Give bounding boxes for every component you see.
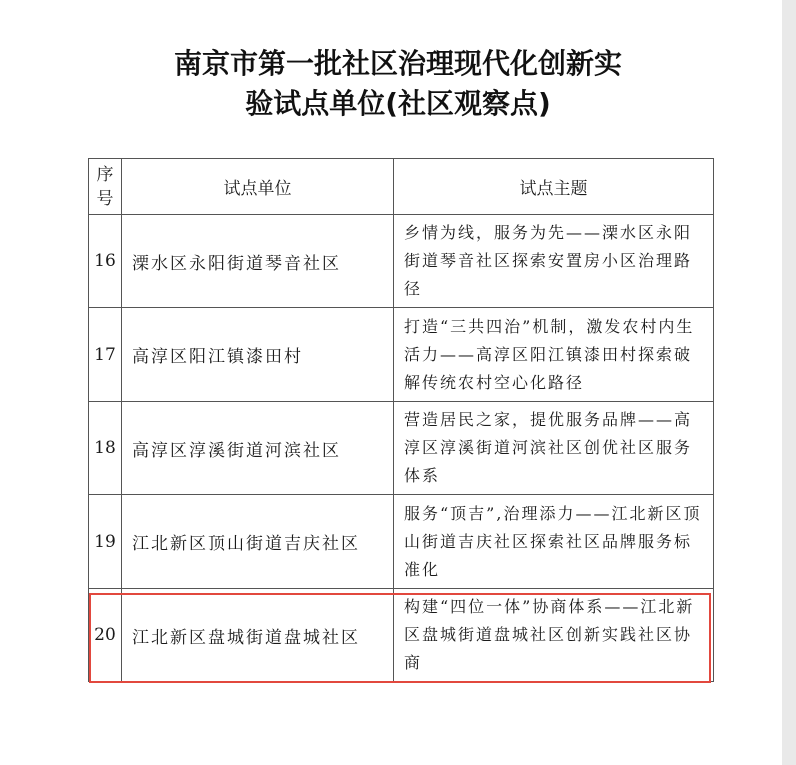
row-unit: 高淳区阳江镇漆田村 [122,308,394,402]
title-line-1: 南京市第一批社区治理现代化创新实 [173,47,622,80]
row-unit: 溧水区永阳街道琴音社区 [122,215,394,308]
pilot-units-table [88,158,714,682]
page-edge-shadow [782,0,796,765]
row-theme: 打造“三共四治”机制，激发农村内生活力——高淳区阳江镇漆田村探索破解传统农村空心化路径 [394,308,714,402]
header-theme: 试点主题 [394,159,714,215]
row-theme: 营造居民之家，提优服务品牌——高淳区淳溪街道河滨社区创优社区服务体系 [394,402,714,495]
table-header-row [89,159,714,215]
row-theme: 构建“四位一体”协商体系——江北新区盘城街道盘城社区创新实践社区协商 [394,589,714,682]
title-line-2: 验试点单位(社区观察点) [245,87,551,120]
table-row [89,215,714,308]
row-theme: 服务“顶吉”,治理添力——江北新区顶山街道吉庆社区探索社区品牌服务标准化 [394,495,714,589]
row-unit: 江北新区盘城街道盘城社区 [122,589,394,682]
header-number [89,159,122,215]
header-number-label: 序号 [96,164,114,209]
row-number: 19 [89,495,122,589]
document-title [0,44,796,124]
row-number: 18 [89,402,122,495]
table-row [89,402,714,495]
header-unit: 试点单位 [122,159,394,215]
row-number: 16 [89,215,122,308]
table-row [89,308,714,402]
table-row-highlighted [89,589,714,682]
row-unit: 江北新区顶山街道吉庆社区 [122,495,394,589]
row-number: 17 [89,308,122,402]
table-row [89,495,714,589]
row-unit: 高淳区淳溪街道河滨社区 [122,402,394,495]
row-number: 20 [89,589,122,682]
row-theme: 乡情为线，服务为先——溧水区永阳街道琴音社区探索安置房小区治理路径 [394,215,714,308]
